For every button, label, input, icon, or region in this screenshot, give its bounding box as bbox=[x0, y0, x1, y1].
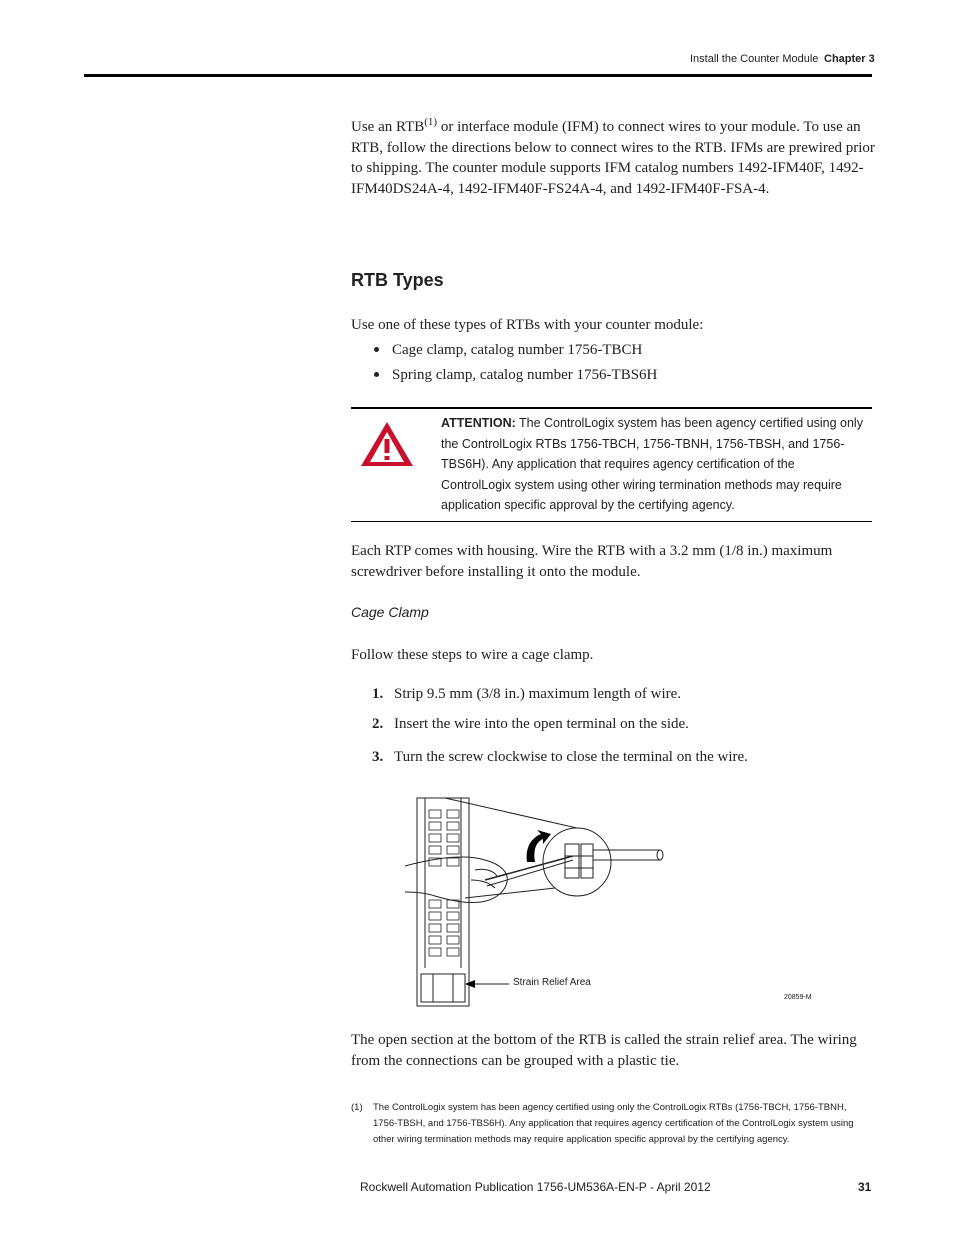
intro-text-rest: or interface module (IFM) to connect wires to your module. To use an RTB, follow the directions below to connect wires to the RTB. IFMs are prewired prior to shipping. The counter module supports IFM catalog numbers 1492-IFM40F, 1492-IFM40DS24A-4, 1492-IFM40F-FS24A-4, and 1492-IFM40F-FSA-4. bbox=[351, 119, 875, 197]
step-text: Turn the screw clockwise to close the terminal on the wire. bbox=[394, 749, 748, 765]
intro-text-start: Use an RTB bbox=[351, 119, 425, 135]
step-number: 1. bbox=[372, 686, 384, 702]
step-item bbox=[372, 686, 681, 703]
footnote-marker: (1) bbox=[351, 1102, 363, 1113]
bullet-item bbox=[374, 367, 657, 384]
warning-triangle-icon bbox=[359, 419, 415, 469]
running-header-section: Install the Counter Module bbox=[690, 53, 819, 65]
bullet-text: Cage clamp, catalog number 1756-TBCH bbox=[392, 342, 643, 358]
rtp-paragraph: Each RTP comes with housing. Wire the RTB with a 3.2 mm (1/8 in.) maximum screwdriver before installing it onto the module. bbox=[351, 543, 833, 580]
bullet-item bbox=[374, 342, 642, 359]
running-header-chapter: Chapter 3 bbox=[824, 53, 875, 65]
footer-publication: Rockwell Automation Publication 1756-UM536A-EN-P - April 2012 bbox=[360, 1180, 711, 1194]
strain-relief-paragraph: The open section at the bottom of the RTB is called the strain relief area. The wiring from the connections can be grouped with a plastic tie. bbox=[351, 1032, 857, 1069]
step-number: 2. bbox=[372, 716, 384, 732]
step-item bbox=[372, 716, 689, 733]
cage-clamp-intro: Follow these steps to wire a cage clamp. bbox=[351, 647, 594, 663]
page-number: 31 bbox=[858, 1180, 872, 1194]
subsection-heading: Cage Clamp bbox=[351, 604, 429, 620]
bullet-text: Spring clamp, catalog number 1756-TBS6H bbox=[392, 367, 658, 383]
figure-callout-label: Strain Relief Area bbox=[513, 977, 591, 988]
bullet-icon bbox=[374, 347, 379, 352]
step-text: Strip 9.5 mm (3/8 in.) maximum length of wire. bbox=[394, 686, 682, 702]
bullet-icon bbox=[374, 372, 379, 377]
header-rule bbox=[84, 74, 872, 77]
attention-label: ATTENTION: bbox=[441, 416, 516, 430]
attention-body: The ControlLogix system has been agency certified using only the ControlLogix RTBs 1756-TBCH, 1756-TBNH, 1756-TBSH, and 1756-TBS6H). Any application that requires agency certification of the ControlLogix system using other wiring termination methods may require application specific approval by the certifying agency. bbox=[441, 416, 863, 512]
rtb-types-intro: Use one of these types of RTBs with your counter module: bbox=[351, 317, 704, 333]
cage-clamp-wiring-illustration bbox=[405, 788, 825, 1008]
section-heading: RTB Types bbox=[351, 270, 444, 290]
attention-top-rule bbox=[351, 407, 872, 409]
attention-bottom-rule bbox=[351, 521, 872, 522]
figure-code: 20859-M bbox=[784, 994, 812, 1001]
attention-message bbox=[441, 413, 866, 516]
footnote-reference[interactable]: (1) bbox=[424, 116, 438, 128]
step-number: 3. bbox=[372, 749, 384, 765]
intro-paragraph bbox=[351, 112, 876, 199]
step-text: Insert the wire into the open terminal on the side. bbox=[394, 716, 689, 732]
step-item bbox=[372, 749, 748, 766]
footnote-text: The ControlLogix system has been agency certified using only the ControlLogix RTBs (1756-TBCH, 1756-TBNH, 1756-TBSH, and 1756-TBS6H). Any application that requires agency certification of the ControlLogix system using other wiring termination methods may require application specific approval by the certifying agency. bbox=[373, 1102, 854, 1145]
